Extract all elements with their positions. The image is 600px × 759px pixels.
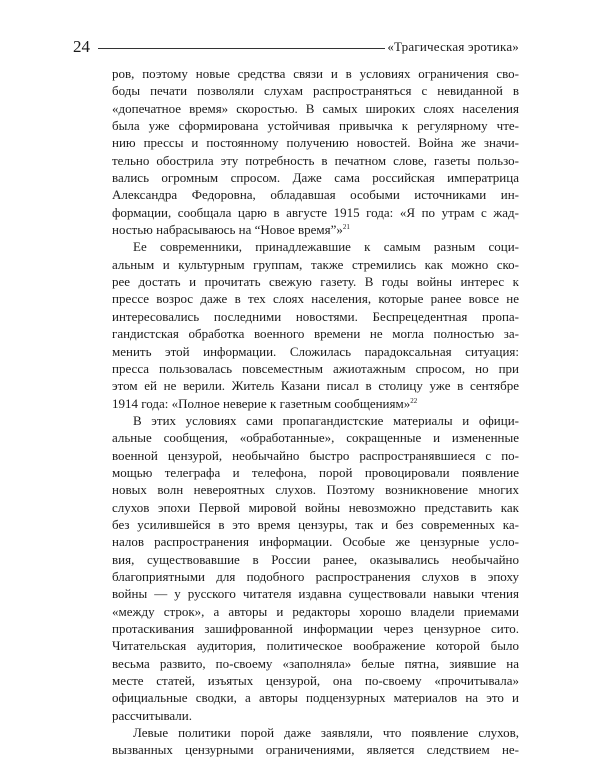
page-number: 24 (73, 37, 90, 56)
text-line: этом ей не верили. Житель Казани писал в столицу уже в сентябре (112, 378, 519, 394)
text-line: войны — у русского читателя издавна существовали навыки чтения (112, 586, 519, 602)
paragraph (112, 65, 519, 238)
paragraph (112, 412, 519, 724)
text-line (112, 395, 519, 412)
text-line: месте статей, изъятых цензурой, она по-своему «прочитывала» (112, 673, 519, 689)
text-line: Читательская аудитория, политическое воображение которой было (112, 638, 519, 654)
text-line: альные сообщения, «обработанные», сокращенные и измененные (112, 430, 519, 446)
text-line: без усилившейся в это время цензуры, так и без современных ка- (112, 516, 519, 532)
page-header (73, 36, 519, 58)
text-line: благоприятными для подобного распространения слухов в эпоху (112, 568, 519, 584)
text-line: налов распространения информации. Особые же цензурные усло- (112, 534, 519, 550)
footnote-marker: 22 (410, 396, 418, 405)
text-line: Левые политики порой даже заявляли, что появление слухов, (133, 725, 519, 741)
line-text: 1914 года: «Полное неверие к газетным сообщениям» (112, 395, 411, 411)
text-line: вия, существовавшие в России ранее, оказывались необычайно (112, 551, 519, 567)
text-line: В этих условиях сами пропагандистские материалы и офици- (133, 412, 519, 428)
text-line (112, 221, 519, 238)
text-line: рассчитывали. (112, 707, 193, 723)
text-line: весьма развито, по-своему «заполняла» белые пятна, зиявшие на (112, 655, 519, 671)
running-head: «Трагическая эротика» (387, 39, 519, 54)
line-text: ностью набрасываюсь на “Новое время”» (112, 222, 343, 238)
text-line: протаскивания зашифрованной информации через цензурное сито. (112, 621, 519, 636)
text-line: альным и культурным группам, также стремились как можно ско- (112, 256, 519, 272)
text-line: была уже сформирована устойчивая привычка к регулярному чте- (112, 118, 519, 134)
header-rule (98, 48, 385, 49)
text-line: Александра Федоровна, обладавшая особыми источниками ин- (112, 187, 519, 203)
text-line: «допечатное время» скоростью. В самых широких слоях населения (112, 100, 519, 116)
text-line: ров, поэтому новые средства связи и в условиях ограничения сво- (112, 66, 519, 81)
body-text (112, 65, 519, 759)
text-line: вались огромным спросом. Даже сама российская императрица (112, 170, 519, 186)
text-line: нию прессы и постоянному получению новостей. Война же значи- (112, 135, 519, 151)
text-line: слухов эпохи Первой мировой войны невозможно представить как (112, 499, 519, 515)
text-line: Ее современники, принадлежавшие к самым разным соци- (133, 239, 519, 255)
text-line: тельно обострила эту потребность в печатном слове, газеты пользо- (112, 152, 519, 168)
footnote-marker: 21 (342, 223, 350, 232)
paragraph (112, 238, 519, 411)
text-line: «между строк», а авторы и редакторы хорошо владели приемами (112, 603, 519, 619)
text-line: военной цензурой, необычайно быстро распространявшиеся с по- (112, 447, 519, 463)
text-line: вызванных цензурными ограничениями, является следствием не- (112, 742, 519, 758)
paragraph (112, 724, 519, 759)
text-line: гандистская обработка военного времени не могла полностью за- (112, 326, 519, 342)
text-line: новых волн невероятных слухов. Поэтому возникновение многих (112, 482, 519, 498)
text-line: менить этой информации. Сложилась парадоксальная ситуация: (112, 343, 519, 359)
text-line: интересовались последними новостями. Беспрецедентная пропа- (112, 308, 519, 324)
text-line: пресса пользовалась повсеместным ажиотажным спросом, но при (112, 360, 519, 376)
text-line: прессе возрос даже в тех слоях населения, которые ранее вовсе не (112, 291, 519, 307)
text-line: мощью телеграфа и телефона, порой провоцировали появление (112, 464, 519, 480)
text-line: рее достать и прочитать свежую газету. В годы войны интерес к (112, 274, 519, 290)
text-line: официальные сводки, а авторы подцензурных материалов на это и (112, 690, 519, 706)
text-line: боды печати позволяли слухам распространяться с невиданной в (112, 83, 519, 99)
text-line: формации, сообщала царю в августе 1915 года: «Я по утрам с жад- (112, 204, 519, 220)
